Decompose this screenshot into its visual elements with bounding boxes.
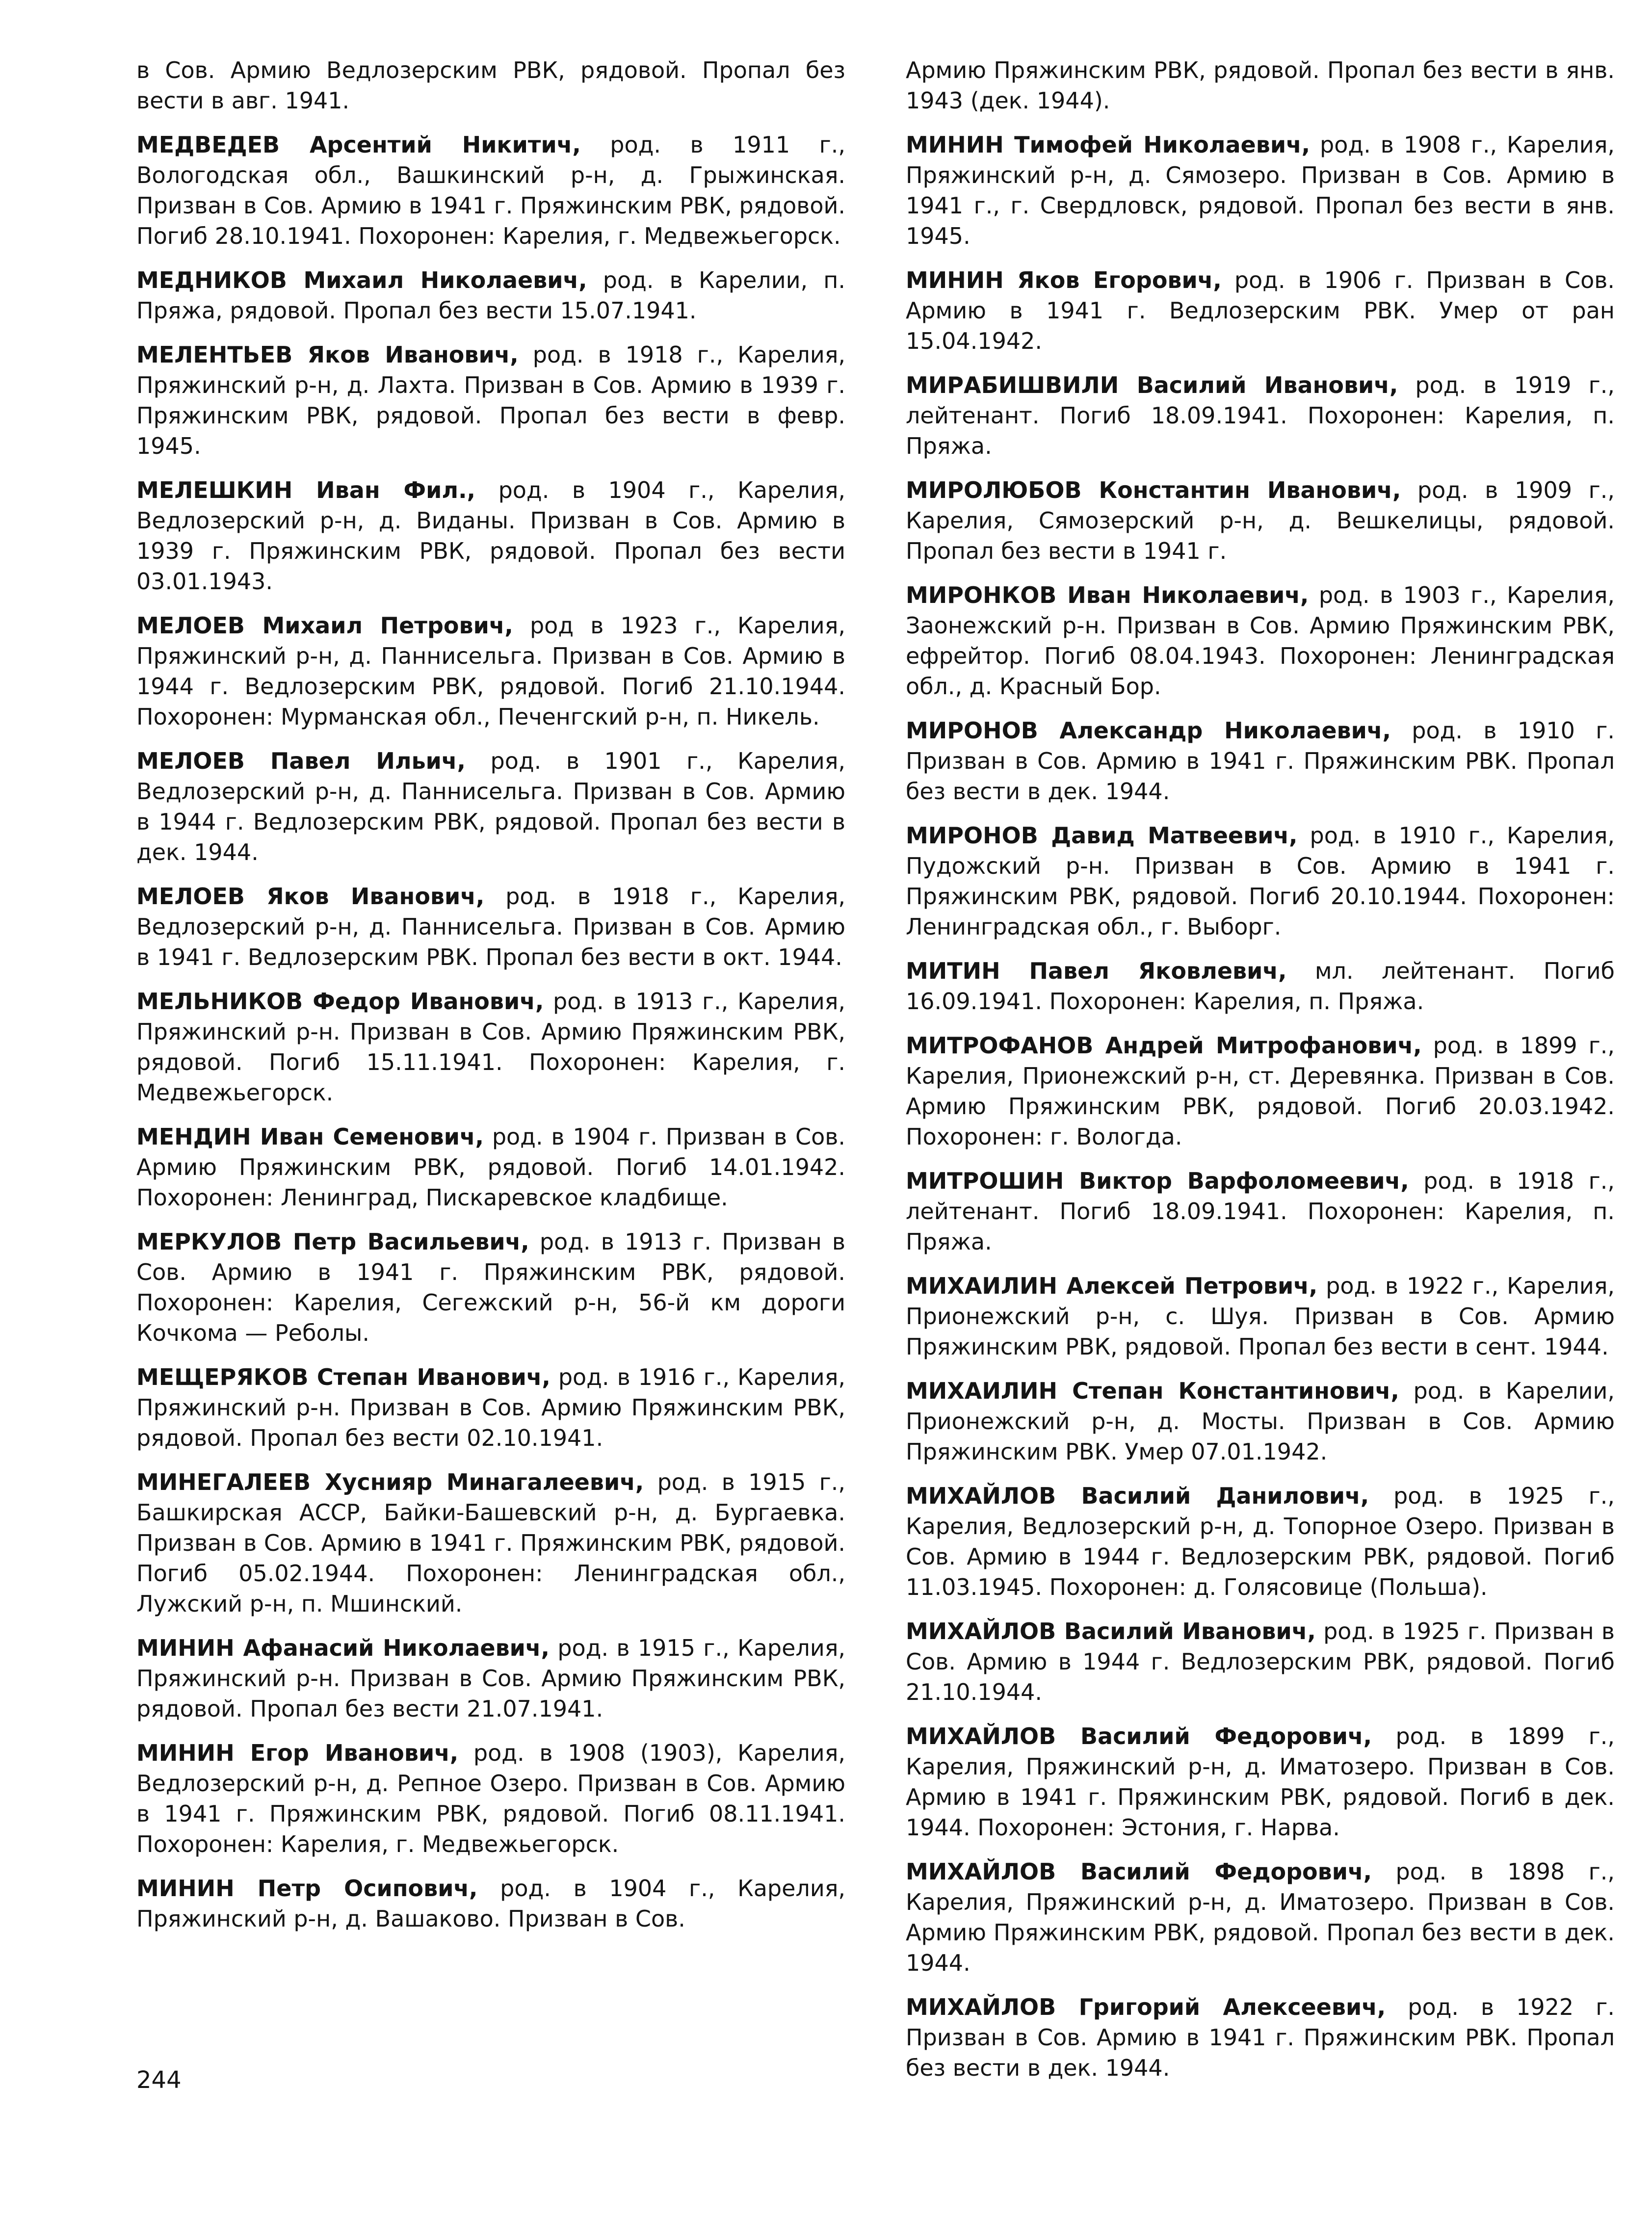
entry-name: МИНИН Тимофей Николаевич, <box>906 131 1311 158</box>
page-number: 244 <box>136 2066 182 2094</box>
entry-name: МЕНДИН Иван Семенович, <box>136 1123 484 1150</box>
entry-name: МИХАЙЛОВ Василий Федорович, <box>906 1723 1372 1749</box>
entry <box>906 370 1615 461</box>
entry-name: МЕРКУЛОВ Петр Васильевич, <box>136 1228 529 1255</box>
entry-text: в Сов. Армию Ведлозерским РВК, рядовой. Пропал без вести в авг. 1941. <box>136 57 845 114</box>
entry-name: МЕДНИКОВ Михаил Николаевич, <box>136 267 587 293</box>
entry-name: МИХАИЛИН Алексей Петрович, <box>906 1273 1318 1299</box>
entry <box>906 580 1615 702</box>
entry <box>906 1856 1615 1978</box>
entry-name: МЕЛОЕВ Михаил Петрович, <box>136 612 513 639</box>
entry <box>136 339 845 461</box>
entry <box>136 746 845 867</box>
entry-name: МИТРОФАНОВ Андрей Митрофанович, <box>906 1032 1422 1059</box>
entry <box>136 1633 845 1724</box>
entry-name: МИНИН Петр Осипович, <box>136 1875 478 1902</box>
entry <box>136 1738 845 1859</box>
entry-name: МИНЕГАЛЕЕВ Хуснияр Минагалеевич, <box>136 1469 644 1495</box>
entry-name: МИХАИЛИН Степан Константинович, <box>906 1378 1399 1404</box>
entry <box>136 130 845 251</box>
entry-text: род. в 1910 г. Призван в Сов. Армию в 1941 г. Пряжинским РВК. Пропал без вести в дек. 1944. <box>906 717 1615 805</box>
entry <box>136 986 845 1108</box>
entry-text: род. в 1899 г., Карелия, Пряжинский р-н, д. Иматозеро. Призван в Сов. Армию в 1941 г. Пряжинским РВК, рядовой. Погиб в дек. 1944. Похоронен: Эстония, г. Нарва. <box>906 1723 1615 1841</box>
entry-text: род. в 1916 г., Карелия, Пряжинский р-н. Призван в Сов. Армию Пряжинским РВК, рядовой. Пропал без вести 02.10.1941. <box>136 1364 845 1451</box>
entry-text: род. в 1913 г. Призван в Сов. Армию в 1941 г. Пряжинским РВК, рядовой. Похоронен: Карелия, Сегежский р-н, 56-й км дороги Кочкома — Реболы. <box>136 1228 845 1346</box>
entry-text: род. в 1899 г., Карелия, Прионежский р-н, ст. Деревянка. Призван в Сов. Армию Пряжинским РВК, рядовой. Погиб 20.03.1942. Похоронен: г. Вологда. <box>906 1032 1615 1150</box>
entry-name: МИРАБИШВИЛИ Василий Иванович, <box>906 372 1398 398</box>
entry <box>136 610 845 732</box>
entry-name: МИРОНКОВ Иван Николаевич, <box>906 582 1309 608</box>
entry-text: род. в 1915 г., Карелия, Пряжинский р-н. Призван в Сов. Армию Пряжинским РВК, рядовой. Пропал без вести 21.07.1941. <box>136 1635 846 1722</box>
entry-name: МЕЩЕРЯКОВ Степан Иванович, <box>136 1364 551 1390</box>
entry-name: МИХАЙЛОВ Василий Иванович, <box>906 1618 1316 1644</box>
entry <box>906 1481 1615 1602</box>
entry-name: МИТИН Павел Яковлевич, <box>906 958 1287 984</box>
entry <box>906 956 1615 1017</box>
entry-text: род. в 1925 г. Призван в Сов. Армию в 1944 г. Ведлозерским РВК, рядовой. Погиб 21.10.1944. <box>906 1618 1615 1705</box>
entry <box>906 265 1615 356</box>
entry <box>136 1873 845 1934</box>
entry-name: МИТРОШИН Виктор Варфоломеевич, <box>906 1168 1409 1194</box>
entry-name: МЕЛОЕВ Яков Иванович, <box>136 883 485 910</box>
entry-text: род. в 1922 г., Карелия, Прионежский р-н, с. Шуя. Призван в Сов. Армию Пряжинским РВК, рядовой. Пропал без вести в сент. 1944. <box>906 1273 1615 1360</box>
entry-text: род. в 1918 г., Карелия, Ведлозерский р-н, д. Паннисельга. Призван в Сов. Армию в 1941 г. Ведлозерским РВК. Пропал без вести в окт. 1944. <box>136 883 846 970</box>
entry-name: МЕЛЕШКИН Иван Фил., <box>136 477 476 503</box>
entry-name: МИНИН Афанасий Николаевич, <box>136 1635 550 1661</box>
entry <box>906 1376 1615 1467</box>
entry <box>906 1992 1615 2083</box>
entry-text: род. в 1909 г., Карелия, Сямозерский р-н, д. Вешкелицы, рядовой. Пропал без вести в 1941 г. <box>906 477 1615 564</box>
entry-text: мл. лейтенант. Погиб 16.09.1941. Похоронен: Карелия, п. Пряжа. <box>906 958 1615 1015</box>
entry-text: род. в 1906 г. Призван в Сов. Армию в 1941 г. Ведлозерским РВК. Умер от ран 15.04.1942. <box>906 267 1615 354</box>
entry-text: род. в 1918 г., лейтенант. Погиб 18.09.1941. Похоронен: Карелия, п. Пряжа. <box>906 1168 1615 1255</box>
entry-text: род. в 1915 г., Башкирская АССР, Байки-Башевский р-н, д. Бургаевка. Призван в Сов. Армию в 1941 г. Пряжинским РВК, рядовой. Погиб 05.02.1944. Похоронен: Ленинградская обл., Лужский р-н, п. Мшинский. <box>136 1469 845 1617</box>
entry-name: МИХАЙЛОВ Василий Федорович, <box>906 1858 1372 1885</box>
entry-text: род. в 1918 г., Карелия, Пряжинский р-н, д. Лахта. Призван в Сов. Армию в 1939 г. Пряжинским РВК, рядовой. Пропал без вести в февр. 1945. <box>136 341 846 459</box>
entry-text: род. в Карелии, Прионежский р-н, д. Мосты. Призван в Сов. Армию Пряжинским РВК. Умер 07.01.1942. <box>906 1378 1615 1465</box>
entry-text: род. в Карелии, п. Пряжа, рядовой. Пропал без вести 15.07.1941. <box>136 267 845 324</box>
entry <box>906 1616 1615 1707</box>
entry-name: МИХАЙЛОВ Василий Данилович, <box>906 1483 1369 1509</box>
entry-text: род. в 1925 г., Карелия, Ведлозерский р-н, д. Топорное Озеро. Призван в Сов. Армию в 1944 г. Ведлозерским РВК, рядовой. Погиб 11.03.1945. Похоронен: д. Голясовице (Польша). <box>906 1483 1615 1600</box>
entry <box>906 1030 1615 1152</box>
entry-name: МИХАЙЛОВ Григорий Алексеевич, <box>906 1994 1386 2020</box>
entry-text: род. в 1901 г., Карелия, Ведлозерский р-н, д. Паннисельга. Призван в Сов. Армию в 1944 г. Ведлозерским РВК, рядовой. Пропал без вести в дек. 1944. <box>136 748 846 865</box>
entry-text: Армию Пряжинским РВК, рядовой. Пропал без вести в янв. 1943 (дек. 1944). <box>906 57 1615 114</box>
entry <box>136 1467 845 1619</box>
entry-text: род. в 1911 г., Вологодская обл., Вашкинский р-н, д. Грыжинская. Призван в Сов. Армию в 1941 г. Пряжинским РВК, рядовой. Погиб 28.10.1941. Похоронен: Карелия, г. Медвежьегорск. <box>136 131 845 249</box>
entry-text: род. в 1908 (1903), Карелия, Ведлозерский р-н, д. Репное Озеро. Призван в Сов. Армию в 1941 г. Пряжинским РВК, рядовой. Погиб 08.11.1941. Похоронен: Карелия, г. Медвежьегорск. <box>136 1740 846 1857</box>
entry-name: МИРОНОВ Александр Николаевич, <box>906 717 1391 744</box>
entry-text: род. в 1904 г., Карелия, Пряжинский р-н, д. Вашаково. Призван в Сов. <box>136 1875 846 1932</box>
entry-name: МИРОНОВ Давид Матвеевич, <box>906 822 1298 849</box>
entry-text: род. в 1910 г., Карелия, Пудожский р-н. Призван в Сов. Армию в 1941 г. Пряжинским РВК, рядовой. Погиб 20.10.1944. Похоронен: Ленинградская обл., г. Выборг. <box>906 822 1615 940</box>
entry <box>136 881 845 972</box>
entry <box>906 55 1615 116</box>
entry-name: МИНИН Егор Иванович, <box>136 1740 459 1766</box>
entry-name: МИРОЛЮБОВ Константин Иванович, <box>906 477 1401 503</box>
entry-name: МЕДВЕДЕВ Арсентий Никитич, <box>136 131 581 158</box>
entry-text: род. в 1904 г., Карелия, Ведлозерский р-н, д. Виданы. Призван в Сов. Армию в 1939 г. Пряжинским РВК, рядовой. Пропал без вести 03.01.1943. <box>136 477 846 595</box>
entry-text: род. в 1908 г., Карелия, Пряжинский р-н, д. Сямозеро. Призван в Сов. Армию в 1941 г., г. Свердловск, рядовой. Пропал без вести в янв. 1945. <box>906 131 1615 249</box>
entry <box>136 1362 845 1453</box>
entry-text: род. в 1913 г., Карелия, Пряжинский р-н. Призван в Сов. Армию Пряжинским РВК, рядовой. Погиб 15.11.1941. Похоронен: Карелия, г. Медвежьегорск. <box>136 988 846 1106</box>
entry <box>136 1122 845 1213</box>
entry <box>906 475 1615 566</box>
entry <box>906 1166 1615 1257</box>
entry-text: род. в 1903 г., Карелия, Заонежский р-н. Призван в Сов. Армию Пряжинским РВК, ефрейтор. Погиб 08.04.1943. Похоронен: Ленинградская обл., д. Красный Бор. <box>906 582 1615 700</box>
entry <box>906 130 1615 251</box>
entry-text: род. в 1922 г. Призван в Сов. Армию в 1941 г. Пряжинским РВК. Пропал без вести в дек. 1944. <box>906 1994 1615 2081</box>
entry-text: род в 1923 г., Карелия, Пряжинский р-н, д. Паннисельга. Призван в Сов. Армию в 1944 г. Ведлозерским РВК, рядовой. Погиб 21.10.1944. Похоронен: Мурманская обл., Печенгский р-н, п. Никель. <box>136 612 845 730</box>
entry <box>906 715 1615 807</box>
entry <box>136 475 845 597</box>
entry <box>906 1721 1615 1843</box>
right-column <box>906 55 1615 2097</box>
left-column <box>136 55 845 1948</box>
entry <box>906 820 1615 942</box>
entry <box>136 265 845 326</box>
entry-text: род. в 1898 г., Карелия, Пряжинский р-н, д. Иматозеро. Призван в Сов. Армию Пряжинским РВК, рядовой. Пропал без вести в дек. 1944. <box>906 1858 1615 1976</box>
entry-text: род. в 1904 г. Призван в Сов. Армию Пряжинским РВК, рядовой. Погиб 14.01.1942. Похоронен: Ленинград, Пискаревское кладбище. <box>136 1123 846 1211</box>
entry <box>136 55 845 116</box>
entry <box>136 1226 845 1348</box>
entry-name: МЕЛЕНТЬЕВ Яков Иванович, <box>136 341 519 368</box>
entry <box>906 1271 1615 1362</box>
entry-text: род. в 1919 г., лейтенант. Погиб 18.09.1941. Похоронен: Карелия, п. Пряжа. <box>906 372 1615 459</box>
entry-name: МИНИН Яков Егорович, <box>906 267 1222 293</box>
entry-name: МЕЛЬНИКОВ Федор Иванович, <box>136 988 544 1015</box>
entry-name: МЕЛОЕВ Павел Ильич, <box>136 748 466 774</box>
